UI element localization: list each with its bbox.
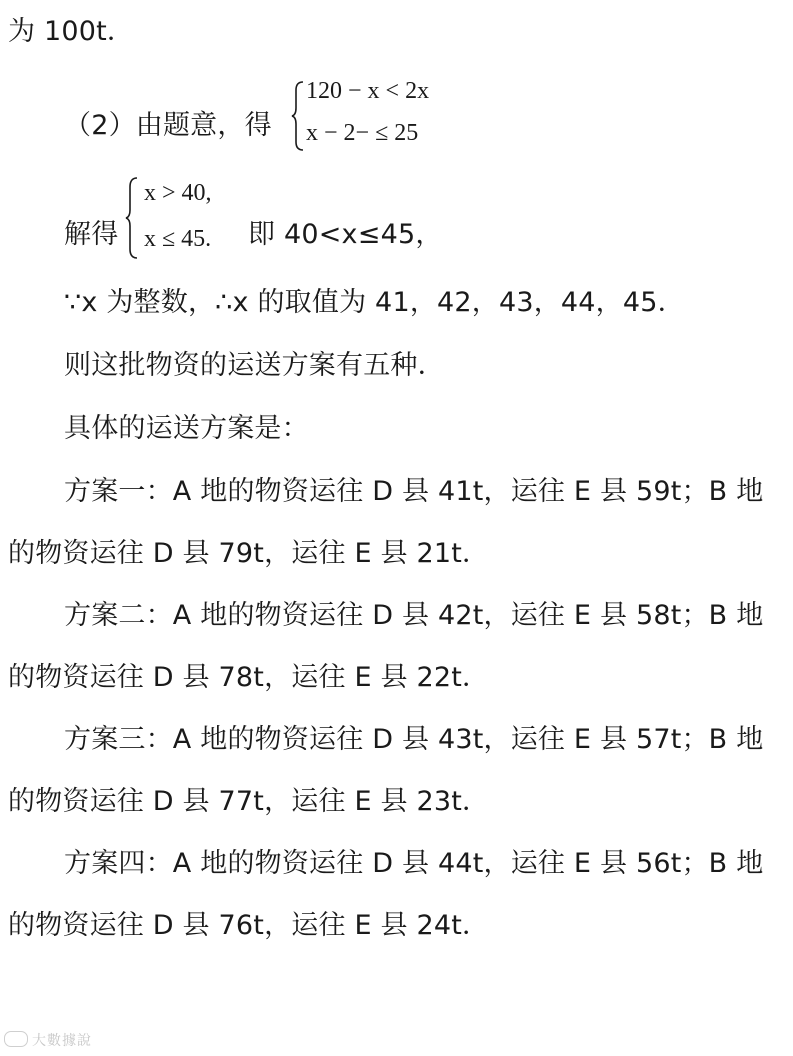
system-1-row-2: x − 2− ≤ 25 (306, 120, 419, 146)
plan-2-line-b: 的物资运往 D 县 78t，运往 E 县 22t． (8, 662, 490, 693)
plan-4-line-a: 方案四：A 地的物资运往 D 县 44t，运往 E 县 56t；B 地 (64, 848, 764, 879)
five-plans-line: 则这批物资的运送方案有五种． (64, 350, 445, 381)
part-2-label: （2）由题意，得 (64, 110, 272, 141)
watermark (4, 1030, 92, 1050)
system-2-row-1: x > 40, (144, 180, 212, 206)
watermark-text: 大數據說 (32, 1033, 92, 1049)
left-brace-2 (124, 176, 140, 260)
plan-1-line-b: 的物资运往 D 县 79t，运往 E 县 21t． (8, 538, 490, 569)
plan-1-line-a: 方案一：A 地的物资运往 D 县 41t，运往 E 县 59t；B 地 (64, 476, 764, 507)
solve-result: 即 40<x≤45， (248, 219, 443, 250)
plan-2-line-a: 方案二：A 地的物资运往 D 县 42t，运往 E 县 58t；B 地 (64, 600, 764, 631)
plan-4-line-b: 的物资运往 D 县 76t，运往 E 县 24t． (8, 910, 490, 941)
solve-label: 解得 (64, 219, 119, 250)
plans-intro-line: 具体的运送方案是： (64, 413, 309, 444)
system-1-row-1: 120 − x < 2x (306, 78, 430, 104)
text-line-0: 为 100t． (8, 16, 135, 47)
system-2-row-2: x ≤ 45. (144, 226, 212, 252)
left-brace-1 (290, 80, 306, 152)
integer-values-line: ∵x 为整数，∴x 的取值为 41，42，43，44，45． (64, 287, 685, 318)
plan-3-line-a: 方案三：A 地的物资运往 D 县 43t，运往 E 县 57t；B 地 (64, 724, 764, 755)
plan-3-line-b: 的物资运往 D 县 77t，运往 E 县 23t． (8, 786, 490, 817)
watermark-logo-icon (4, 1031, 28, 1047)
